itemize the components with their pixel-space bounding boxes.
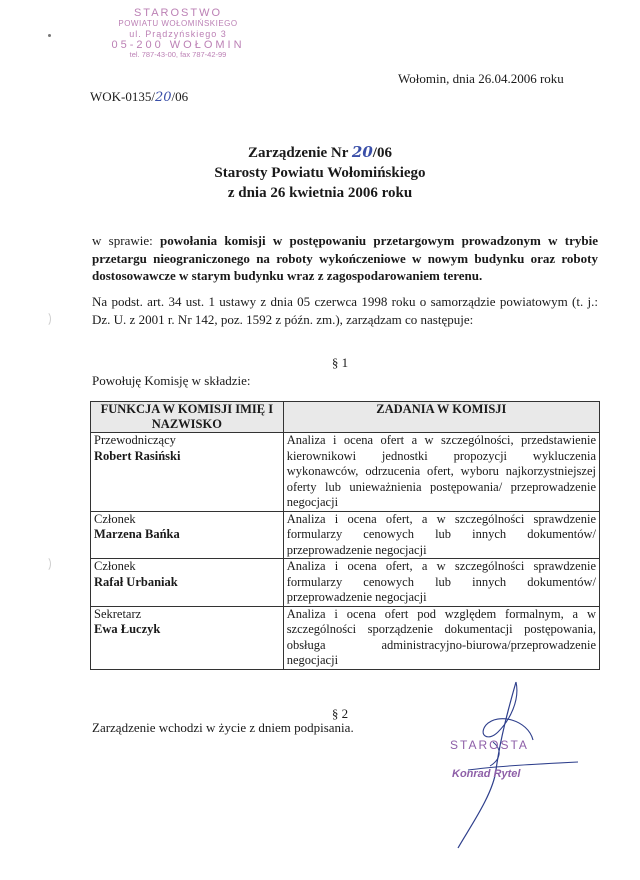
appointment-intro: Powołuję Komisję w składzie:	[92, 373, 251, 388]
stamp-line: POWIATU WOŁOMIŃSKIEGO	[118, 18, 238, 28]
title-line-3: z dnia 26 kwietnia 2006 roku	[227, 185, 413, 201]
stamp-line: 05-200 WOŁOMIN	[111, 38, 245, 51]
table-row	[91, 559, 600, 607]
title-handwritten-number: 20	[351, 143, 373, 161]
table-header-row	[91, 402, 600, 433]
stamp-line: tel. 787-43-00, fax 787-42-99	[129, 50, 227, 59]
subject-prefix: w sprawie:	[92, 233, 161, 248]
table-row	[91, 511, 600, 559]
header-tasks: ZADANIA W KOMISJI	[283, 402, 599, 433]
stamp-line: STAROSTWO	[133, 7, 223, 19]
subject-paragraph	[92, 232, 598, 285]
member-name: Rafał Urbaniak	[94, 574, 178, 589]
document-title	[0, 142, 640, 203]
section-1-mark: § 1	[331, 355, 349, 370]
header-function-name: FUNKCJA W KOMISJI IMIĘ I NAZWISKO	[91, 402, 284, 433]
handwritten-signature	[438, 680, 588, 850]
office-stamp	[88, 8, 268, 61]
member-name: Marzena Bańka	[94, 527, 180, 541]
reference-handwritten-number: 20	[155, 90, 172, 105]
table-row	[91, 606, 600, 669]
tasks-cell: Analiza i ocena ofert, a w szczególności sprawdzenie formularzy cenowych lub innych dokumentów/ przeprowadzenie negocjacji	[283, 511, 599, 559]
tasks-cell: Analiza i ocena ofert, a w szczególności sprawdzenie formularzy cenowych lub innych dokumentów/ przeprowadzenie negocjacji	[283, 559, 599, 607]
subject-text: powołania komisji w postępowaniu przetargowym prowadzonym w trybie przetargu nieograniczonego na roboty wykończeniowe w nowym budynku oraz roboty dostosowawcze w starym budynku wraz z zagospodarowaniem terenu.	[92, 233, 598, 283]
tasks-cell: Analiza i ocena ofert a w szczególności, przedstawienie kierownikowi jednostki propozycji wykluczenia wykonawców, odrzucenia ofert, wyboru najkorzystniejszej oferty lub unieważnienia postępowania/ przeprowadzenie negocjacji	[283, 433, 599, 512]
punch-hole-mark	[40, 311, 51, 327]
title-suffix: /06	[372, 145, 392, 161]
member-cell	[91, 433, 284, 512]
section-2-mark: § 2	[331, 706, 349, 721]
title-line-1	[0, 142, 640, 163]
tasks-cell: Analiza i ocena ofert pod względem formalnym, a w szczególności sporządzenie dokumentacji postępowania, obsługa administracyjno-biurowa/przeprowadzenie negocjacji	[283, 606, 599, 669]
member-cell	[91, 559, 284, 607]
stamp-line: ul. Prądzyńskiego 3	[129, 29, 227, 39]
place-date: Wołomin, dnia 26.04.2006 roku	[398, 71, 564, 86]
reference-number	[90, 89, 188, 105]
member-role: Przewodniczący	[94, 433, 176, 447]
signature-stamp	[438, 680, 588, 850]
member-name: Ewa Łuczyk	[94, 622, 161, 636]
reference-prefix: WOK-0135/	[90, 89, 155, 104]
committee-table	[90, 401, 600, 670]
member-cell	[91, 606, 284, 669]
signature-title: STAROSTA	[450, 738, 529, 752]
title-line-2: Starosty Powiatu Wołomińskiego	[214, 165, 426, 181]
title-prefix: Zarządzenie Nr	[248, 145, 352, 161]
entry-into-force: Zarządzenie wchodzi w życie z dniem podpisania.	[92, 720, 354, 735]
margin-dot	[48, 34, 51, 37]
table-row	[91, 433, 600, 512]
reference-suffix: /06	[171, 89, 189, 104]
member-role: Członek	[94, 559, 136, 573]
signature-name: Konrad Rytel	[452, 768, 521, 780]
legal-basis-paragraph: Na podst. art. 34 ust. 1 ustawy z dnia 05 czerwca 1998 roku o samorządzie powiatowym (t. j.: Dz. U. z 2001 r. Nr 142, poz. 1592 z późn. zm.), zarządzam co następuje:	[92, 294, 598, 327]
member-cell	[91, 511, 284, 559]
punch-hole-mark	[40, 556, 51, 572]
member-role: Sekretarz	[94, 606, 142, 621]
member-name: Robert Rasiński	[94, 448, 181, 463]
member-role: Członek	[94, 511, 136, 526]
